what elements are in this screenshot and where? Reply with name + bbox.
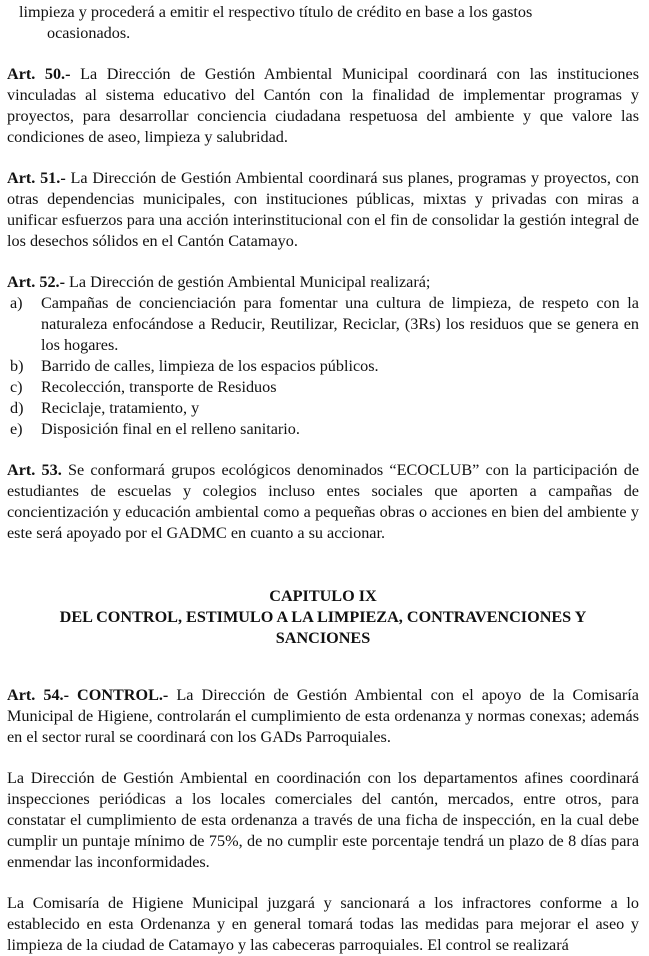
- list-item-text: Recolección, transporte de Residuos: [41, 378, 277, 396]
- chapter-title-line-2: SANCIONES: [275, 629, 371, 647]
- article-50-label: Art. 50.-: [7, 65, 71, 83]
- article-52-label: Art. 52.-: [7, 273, 65, 291]
- list-item-text: Campañas de concienciación para fomentar una cultura de limpieza, de respeto con la naturaleza enfocándose a Reducir, Reutilizar, Reciclar, (3Rs) los residuos que se genera en los hogares.: [41, 294, 639, 354]
- article-53-label: Art. 53.: [7, 461, 62, 479]
- list-marker: e): [10, 420, 23, 438]
- continuation-line-1: limpieza y procederá a emitir el respectivo título de crédito en base a los gastos: [19, 3, 533, 21]
- article-50-text: La Dirección de Gestión Ambiental Municipal coordinará con las instituciones vinculadas al sistema educativo del Cantón con la finalidad de implementar programas y proyectos, para desarrollar conciencia ciudadana respetuosa del ambiente y que valore las condiciones de aseo, limpieza y salubridad.: [7, 65, 639, 146]
- chapter-title-line-1: DEL CONTROL, ESTIMULO A LA LIMPIEZA, CONTRAVENCIONES Y: [59, 608, 587, 626]
- chapter-number: CAPITULO IX: [269, 587, 377, 605]
- list-item: [7, 419, 639, 440]
- article-50: [7, 64, 639, 148]
- list-marker: d): [10, 399, 24, 417]
- list-marker: b): [10, 357, 24, 375]
- article-52: [7, 272, 639, 293]
- article-51-text: La Dirección de Gestión Ambiental coordinará sus planes, programas y proyectos, con otras dependencias municipales, con instituciones públicas, mixtas y privadas con miras a unificar esfuerzos para una acción interinstitucional con el fin de consolidar la gestión integral de los desechos sólidos en el Cantón Catamayo.: [7, 169, 640, 250]
- list-item: [7, 293, 639, 356]
- list-item-text: Disposición final en el relleno sanitario.: [41, 420, 300, 438]
- article-51: [7, 168, 639, 252]
- chapter-heading: [7, 586, 639, 649]
- article-54-paragraph-2: La Dirección de Gestión Ambiental en coordinación con los departamentos afines coordinará inspecciones periódicas a los locales comerciales del cantón, mercados, entre otros, para constatar el cumplimiento de esta ordenanza a través de una ficha de inspección, en la cual debe cumplir un puntaje mínimo de 75%, de no cumplir este porcentaje tendrá un plazo de 8 días para enmendar las inconformidades.: [7, 769, 639, 871]
- article-51-label: Art. 51.-: [7, 169, 66, 187]
- article-53: [7, 460, 639, 544]
- list-marker: c): [10, 378, 23, 396]
- list-item: [7, 356, 639, 377]
- article-54-paragraph-3: La Comisaría de Higiene Municipal juzgará y sancionará a los infractores conforme a lo establecido en esta Ordenanza y en general tomará todas las medidas para mejorar el aseo y limpieza de la ciudad de Catamayo y las cabeceras parroquiales. El control se realizará: [7, 894, 639, 954]
- article-52-list: [7, 293, 639, 440]
- list-item: [7, 398, 639, 419]
- article-54-text: La Dirección de Gestión Ambiental con el apoyo de la Comisaría Municipal de Higiene, controlarán el cumplimiento de esta ordenanza y normas conexas; además en el sector rural se coordinará con los GADs Parroquiales.: [7, 686, 639, 746]
- article-53-text: Se conformará grupos ecológicos denominados “ECOCLUB” con la participación de estudiantes de escuelas y colegios incluso entes sociales que aporten a campañas de concientización y educación ambiental como a pequeñas obras o acciones en bien del ambiente y este será apoyado por el GADMC en cuanto a su accionar.: [7, 461, 640, 542]
- list-item-text: Reciclaje, tratamiento, y: [41, 399, 200, 417]
- list-marker: a): [10, 294, 23, 312]
- list-item-text: Barrido de calles, limpieza de los espacios públicos.: [41, 357, 379, 375]
- article-54: [7, 685, 639, 748]
- article-52-text: La Dirección de gestión Ambiental Municipal realizará;: [69, 273, 431, 291]
- article-54-label: Art. 54.- CONTROL.-: [7, 686, 169, 704]
- list-item: [7, 377, 639, 398]
- continuation-line-2: ocasionados.: [47, 24, 131, 42]
